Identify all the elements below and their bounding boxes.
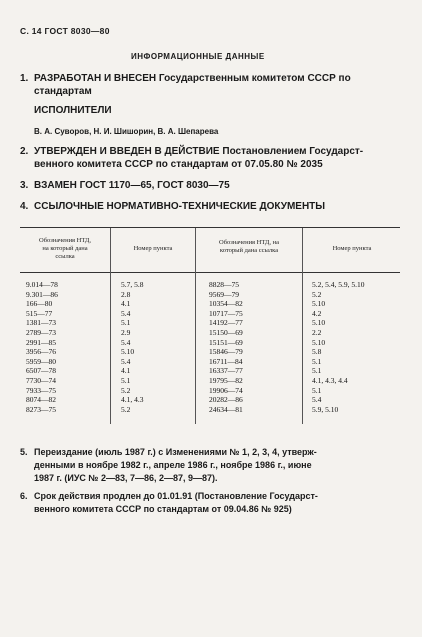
table-cell-left-doc: 2991—85 <box>26 337 56 347</box>
section-1 <box>20 72 351 98</box>
table-cell-left-item: 5.10 <box>121 347 135 357</box>
table-cell-left-item: 5.7, 5.8 <box>121 280 144 289</box>
page-header: С. 14 ГОСТ 8030—80 <box>20 26 110 36</box>
table-cell-right-item: 5.10 <box>312 299 326 309</box>
section-2-line-1: УТВЕРЖДЕН И ВВЕДЕН В ДЕЙСТВИЕ Постановлением Государст- <box>34 146 364 157</box>
table-cell-right-item: 4.1, 4.3, 4.4 <box>312 375 348 385</box>
header-item-1: Номер пункта <box>133 245 173 252</box>
section-2 <box>20 145 363 171</box>
table-cell-right-doc: 16711—84 <box>209 356 243 366</box>
table-cell-right-item: 5.10 <box>312 318 326 328</box>
table-cell-left-item: 2.9 <box>121 327 131 337</box>
table-cell-left-doc: 8273—75 <box>26 404 56 414</box>
table-cell-right-doc: 10717—75 <box>209 308 243 318</box>
table-cell-right-item: 2.2 <box>312 327 322 337</box>
table-cell-left-item: 5.4 <box>121 356 131 366</box>
table-cell-right-item: 5.9, 5.10 <box>312 404 339 414</box>
section-6-number: 6. <box>20 491 28 501</box>
section-1-line-2: стандартам <box>34 86 92 97</box>
table-cell-right-doc: 8828—75 <box>209 280 239 289</box>
table-cell-left-doc: 5959—80 <box>26 356 56 366</box>
table-cell-right-item: 5.1 <box>312 356 322 366</box>
table-cell-left-item: 5.1 <box>121 375 131 385</box>
executors-heading: ИСПОЛНИТЕЛИ <box>34 105 112 116</box>
table-cell-left-item: 5.2 <box>121 404 131 414</box>
section-3-text: ВЗАМЕН ГОСТ 1170—65, ГОСТ 8030—75 <box>34 180 230 191</box>
table-cell-left-doc: 2789—73 <box>26 327 56 337</box>
column-right-items <box>312 280 400 414</box>
table-cell-left-doc: 515—77 <box>26 308 53 318</box>
section-5 <box>20 446 317 485</box>
table-divider-1 <box>110 228 111 424</box>
table-cell-right-item: 5.2, 5.4, 5.9, 5.10 <box>312 280 365 289</box>
table-cell-right-item: 5.10 <box>312 337 326 347</box>
section-1-number: 1. <box>20 73 29 84</box>
section-5-line-2: денными в ноябре 1982 г., апреле 1986 г., ноябре 1986 г., июне <box>34 460 312 470</box>
table-cell-right-doc: 16337—77 <box>209 366 243 376</box>
page-title: ИНФОРМАЦИОННЫЕ ДАННЫЕ <box>131 52 265 61</box>
section-6-line-1: Срок действия продлен до 01.01.91 (Постановление Государст- <box>34 491 318 501</box>
table-cell-right-doc: 10354—82 <box>209 299 243 309</box>
table-cell-right-doc: 20282—86 <box>209 395 243 405</box>
table-cell-left-doc: 6507—78 <box>26 366 56 376</box>
table-cell-right-doc: 19795—82 <box>209 375 243 385</box>
header-doc-2: Обозначения НТД, на который дана ссылка <box>219 239 279 254</box>
header-doc-1: Обозначения НТД, на который дана ссылка <box>39 237 91 260</box>
section-6-line-2: венного комитета СССР по стандартам от 09.04.86 № 925) <box>34 504 292 514</box>
table-cell-right-doc: 15151—69 <box>209 337 243 347</box>
column-left-docs <box>26 280 108 414</box>
table-cell-right-item: 5.1 <box>312 366 322 376</box>
column-right-docs <box>209 280 299 414</box>
table-cell-left-doc: 3956—76 <box>26 347 56 357</box>
table-cell-right-doc: 24634—81 <box>209 404 243 414</box>
table-cell-right-item: 5.8 <box>312 347 322 357</box>
table-cell-left-item: 5.1 <box>121 318 131 328</box>
section-1-line-1: РАЗРАБОТАН И ВНЕСЕН Государственным комитетом СССР по <box>34 73 351 84</box>
table-cell-right-item: 5.1 <box>312 385 322 395</box>
table-cell-left-doc: 1381—73 <box>26 318 56 328</box>
section-4-number: 4. <box>20 201 29 212</box>
table-cell-left-item: 4.1 <box>121 299 131 309</box>
table-divider-2 <box>195 228 196 424</box>
section-5-line-3: 1987 г. (ИУС № 2—83, 7—86, 2—87, 9—87). <box>34 473 218 483</box>
table-cell-left-doc: 8074—82 <box>26 395 56 405</box>
table-cell-right-item: 4.2 <box>312 308 322 318</box>
section-2-line-2: венного комитета СССР по стандартам от 07.05.80 № 2035 <box>34 159 323 170</box>
table-cell-left-doc: 9.301—86 <box>26 289 58 299</box>
table-cell-left-doc: 166—80 <box>26 299 53 309</box>
executors-list: В. А. Суворов, Н. И. Шишорин, В. А. Шепарева <box>34 127 219 136</box>
section-5-number: 5. <box>20 447 28 457</box>
table-cell-right-doc: 14192—77 <box>209 318 243 328</box>
table-cell-left-item: 4.1, 4.3 <box>121 395 144 405</box>
section-3-number: 3. <box>20 180 29 191</box>
table-top-rule <box>20 227 400 228</box>
table-divider-3 <box>302 228 303 424</box>
column-left-items <box>121 280 193 414</box>
table-cell-right-doc: 15150—69 <box>209 327 243 337</box>
section-4 <box>20 200 325 213</box>
section-3 <box>20 179 230 192</box>
table-cell-right-item: 5.2 <box>312 289 322 299</box>
section-5-line-1: Переиздание (июль 1987 г.) с Изменениями № 1, 2, 3, 4, утверж- <box>34 447 317 457</box>
table-cell-right-doc: 9569—79 <box>209 289 239 299</box>
table-cell-left-item: 5.4 <box>121 308 131 318</box>
table-cell-left-doc: 7730—74 <box>26 375 56 385</box>
table-cell-right-doc: 15846—79 <box>209 347 243 357</box>
section-6 <box>20 490 318 516</box>
table-cell-left-item: 4.1 <box>121 366 131 376</box>
table-header-rule <box>20 272 400 273</box>
table-cell-right-item: 5.4 <box>312 395 322 405</box>
table-cell-left-doc: 7933—75 <box>26 385 56 395</box>
section-2-number: 2. <box>20 146 29 157</box>
section-4-text: ССЫЛОЧНЫЕ НОРМАТИВНО-ТЕХНИЧЕСКИЕ ДОКУМЕНТЫ <box>34 201 326 212</box>
table-cell-left-doc: 9.014—78 <box>26 280 58 289</box>
table-cell-right-doc: 19906—74 <box>209 385 243 395</box>
table-cell-left-item: 2.8 <box>121 289 131 299</box>
table-cell-left-item: 5.2 <box>121 385 131 395</box>
header-item-2: Номер пункта <box>332 245 372 252</box>
table-cell-left-item: 5.4 <box>121 337 131 347</box>
